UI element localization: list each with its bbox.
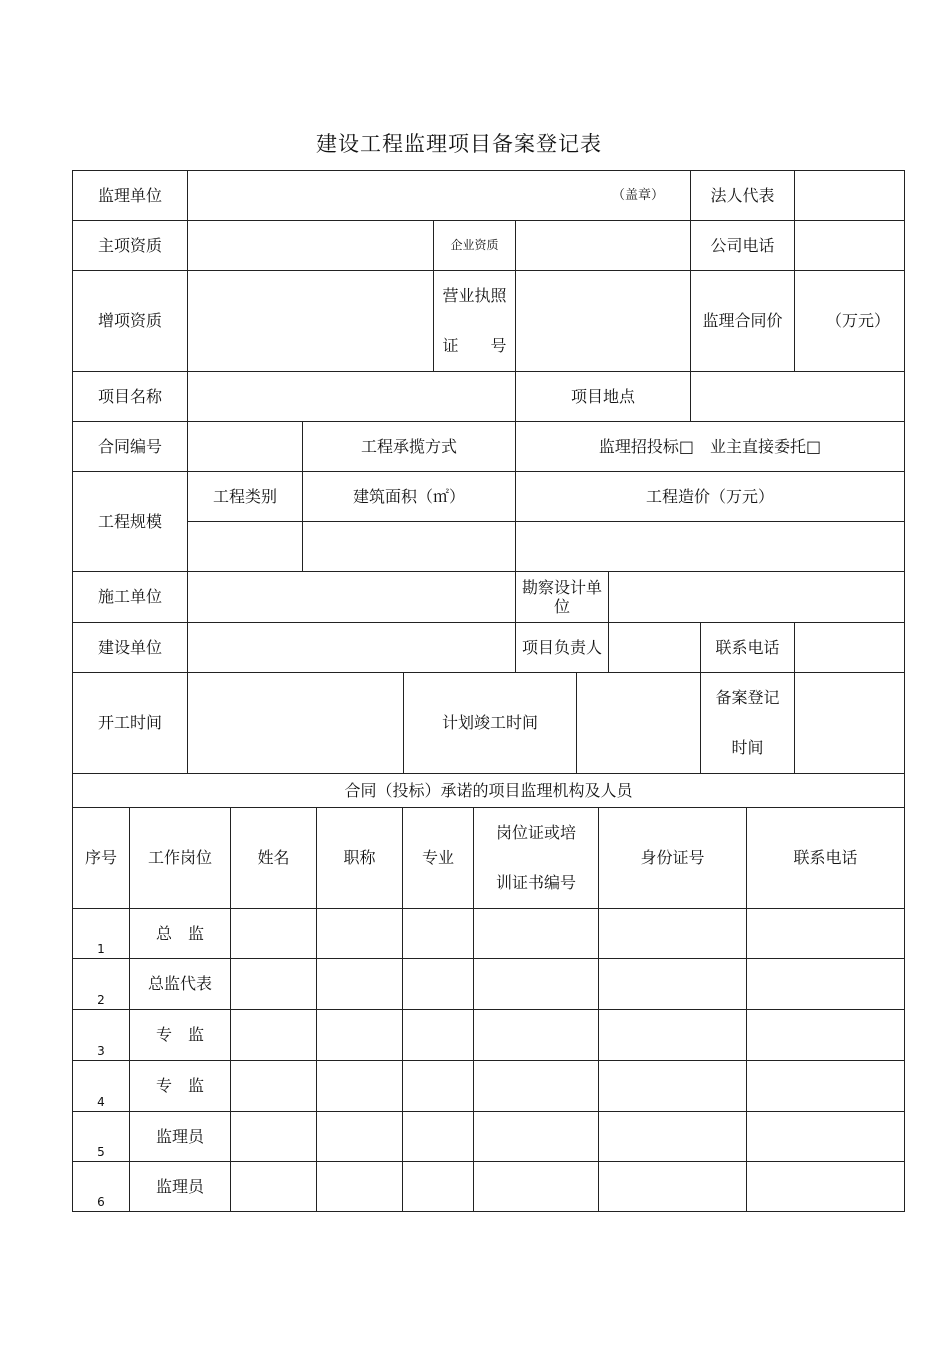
added-qualification-label: 增项资质 [73,271,188,372]
personnel-section-title: 合同（投标）承诺的项目监理机构及人员 [73,774,905,808]
filing-line1: 备案登记 [715,688,780,707]
header-position: 工作岗位 [130,808,231,909]
row-position: 专 监 [130,1010,231,1061]
filing-time-field[interactable] [795,673,905,774]
personnel-header-row [73,808,905,909]
header-id-no: 身份证号 [599,808,747,909]
header-phone: 联系电话 [747,808,905,909]
row-no: 4 [73,1061,130,1112]
id-cell[interactable] [599,1061,747,1112]
title-cell[interactable] [317,1010,403,1061]
row-position: 总监代表 [130,959,231,1010]
personnel-table [72,807,905,1212]
owner-unit-label: 建设单位 [73,623,188,673]
filing-line2: 时间 [731,738,764,757]
project-leader-label: 项目负责人 [516,623,609,673]
phone-cell[interactable] [747,1010,905,1061]
id-cell[interactable] [599,1010,747,1061]
contract-method-label: 工程承揽方式 [303,422,516,472]
supervision-unit-field[interactable] [188,171,691,221]
project-scale-label: 工程规模 [73,472,188,572]
title-cell[interactable] [317,1061,403,1112]
cert-cell[interactable] [474,909,599,959]
start-time-field[interactable] [188,673,404,774]
title-cell[interactable] [317,909,403,959]
name-cell[interactable] [231,1162,317,1212]
company-phone-field[interactable] [795,221,905,271]
license-no-field[interactable] [516,271,691,372]
contract-no-label: 合同编号 [73,422,188,472]
cert-cell[interactable] [474,959,599,1010]
contract-price-field[interactable] [795,271,905,372]
project-category-label: 工程类别 [188,472,303,522]
major-cell[interactable] [403,1162,474,1212]
name-cell[interactable] [231,909,317,959]
phone-cell[interactable] [747,959,905,1010]
filing-time-label [701,673,795,774]
filing-form-table [72,170,905,808]
table-row [73,1112,905,1162]
license-line2: 证 号 [442,336,507,355]
contract-no-field[interactable] [188,422,303,472]
contract-price-label: 监理合同价 [691,271,795,372]
title-cell[interactable] [317,1162,403,1212]
row-position: 监理员 [130,1112,231,1162]
enterprise-qualification-label: 企业资质 [434,221,516,271]
name-cell[interactable] [231,959,317,1010]
license-line1: 营业执照 [442,286,507,305]
name-cell[interactable] [231,1010,317,1061]
added-qualification-field[interactable] [188,271,434,372]
phone-cell[interactable] [747,909,905,959]
planned-completion-label: 计划竣工时间 [404,673,577,774]
id-cell[interactable] [599,909,747,959]
legal-rep-field[interactable] [795,171,905,221]
name-cell[interactable] [231,1061,317,1112]
license-no-label [434,271,516,372]
major-cell[interactable] [403,909,474,959]
project-cost-label: 工程造价（万元） [516,472,905,522]
table-row [73,959,905,1010]
main-qualification-field[interactable] [188,221,434,271]
major-cell[interactable] [403,959,474,1010]
row-position: 专 监 [130,1061,231,1112]
building-area-field[interactable] [303,522,516,572]
company-phone-label: 公司电话 [691,221,795,271]
table-row [73,1010,905,1061]
id-cell[interactable] [599,1162,747,1212]
project-category-field[interactable] [188,522,303,572]
planned-completion-field[interactable] [577,673,701,774]
main-qualification-label: 主项资质 [73,221,188,271]
row-position: 监理员 [130,1162,231,1212]
project-location-label: 项目地点 [516,372,691,422]
project-leader-field[interactable] [609,623,701,673]
project-name-label: 项目名称 [73,372,188,422]
row-no: 6 [73,1162,130,1212]
project-name-field[interactable] [188,372,516,422]
table-row [73,1162,905,1212]
project-cost-field[interactable] [516,522,905,572]
cert-cell[interactable] [474,1010,599,1061]
enterprise-qualification-field[interactable] [516,221,691,271]
phone-cell[interactable] [747,1162,905,1212]
unit-wan: （万元） [826,311,891,331]
row-no: 5 [73,1112,130,1162]
name-cell[interactable] [231,1112,317,1162]
title-cell[interactable] [317,959,403,1010]
row-position: 总 监 [130,909,231,959]
contact-phone-field[interactable] [795,623,905,673]
construction-unit-field[interactable] [188,572,516,623]
header-cert [474,808,599,909]
contact-phone-label: 联系电话 [701,623,795,673]
table-row [73,1061,905,1112]
phone-cell[interactable] [747,1112,905,1162]
table-row [73,909,905,959]
cert-cell[interactable] [474,1061,599,1112]
major-cell[interactable] [403,1061,474,1112]
title-cell[interactable] [317,1112,403,1162]
row-no: 3 [73,1010,130,1061]
header-title: 职称 [317,808,403,909]
construction-unit-label: 施工单位 [73,572,188,623]
legal-rep-label: 法人代表 [691,171,795,221]
cert-line1: 岗位证或培 [495,823,576,842]
major-cell[interactable] [403,1112,474,1162]
seal-note: （盖章） [612,187,665,203]
cert-cell[interactable] [474,1112,599,1162]
building-area-label: 建筑面积（㎡） [303,472,516,522]
id-cell[interactable] [599,959,747,1010]
survey-design-unit-label: 勘察设计单位 [516,572,609,623]
owner-unit-field[interactable] [188,623,516,673]
major-cell[interactable] [403,1010,474,1061]
cert-cell[interactable] [474,1162,599,1212]
contract-method-options[interactable]: 监理招投标□ 业主直接委托□ [516,422,905,472]
header-no: 序号 [73,808,130,909]
id-cell[interactable] [599,1112,747,1162]
header-major: 专业 [403,808,474,909]
supervision-unit-label: 监理单位 [73,171,188,221]
survey-design-unit-field[interactable] [609,572,905,623]
cert-line2: 训证书编号 [495,873,576,892]
start-time-label: 开工时间 [73,673,188,774]
phone-cell[interactable] [747,1061,905,1112]
row-no: 1 [73,909,130,959]
header-name: 姓名 [231,808,317,909]
row-no: 2 [73,959,130,1010]
page-title: 建设工程监理项目备案登记表 [316,132,602,156]
project-location-field[interactable] [691,372,905,422]
